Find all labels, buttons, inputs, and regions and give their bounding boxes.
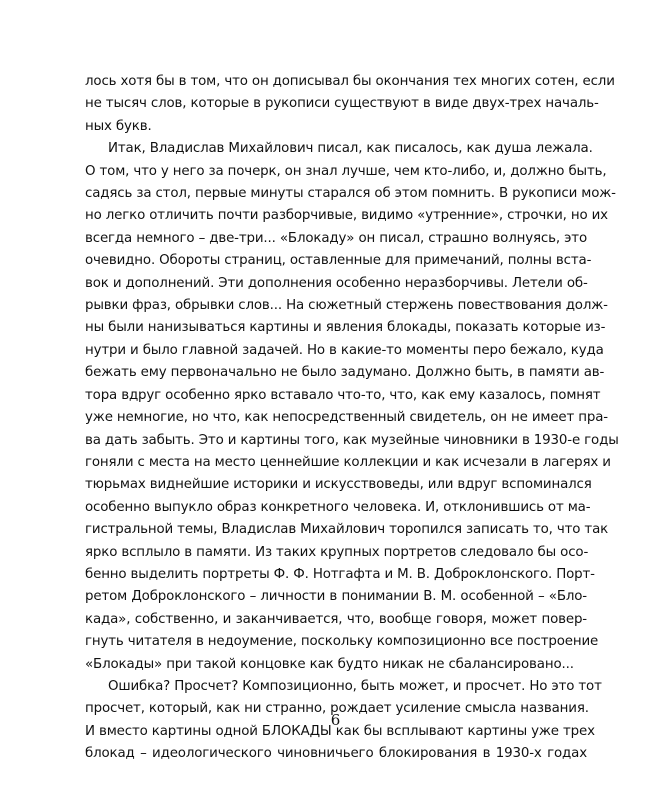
paragraph	[85, 138, 619, 676]
text-line: гистральной темы, Владислав Михайлович торопился записать то, что так	[85, 522, 609, 538]
text-line: всегда немного – две-три... «Блокаду» он писал, страшно волнуясь, это	[85, 230, 587, 246]
text-line: «Блокады» при такой концовке как будто никак не сбалансировано...	[85, 656, 574, 672]
text-line: но легко отличить почти разборчивые, видимо «утренние», строчки, но их	[85, 208, 608, 224]
text-line: ных букв.	[85, 118, 152, 134]
text-line: нутри и было главной задачей. Но в какие-то моменты перо бежало, куда	[85, 342, 604, 358]
text-line: О том, что у него за почерк, он знал лучше, чем кто-либо, и, должно быть,	[85, 163, 607, 179]
text-line: вок и дополнений. Эти дополнения особенно неразборчивы. Летели об-	[85, 275, 588, 291]
text-line: садясь за стол, первые минуты старался об этом помнить. В рукописи мож-	[85, 186, 616, 202]
text-line: особенно выпукло образ конкретного человека. И, отклонившись от ма-	[85, 499, 591, 515]
text-line: гнуть читателя в недоумение, поскольку композиционно все построение	[85, 634, 599, 650]
text-line: лось хотя бы в том, что он дописывал бы окончания тех многих сотен, если	[85, 74, 615, 89]
text-line: Итак, Владислав Михайлович писал, как писалось, как душа лежала.	[108, 141, 593, 157]
paragraph	[85, 71, 615, 138]
text-line: када», собственно, и заканчивается, что, вообще говоря, может повер-	[85, 611, 587, 627]
text-line: блокад – идеологического чиновничьего блокирования в 1930-х годах	[85, 746, 587, 762]
text-line: ярко всплыло в памяти. Из таких крупных портретов следовало бы осо-	[85, 544, 589, 560]
text-line: не тысяч слов, которые в рукописи существуют в виде двух-трех началь-	[85, 96, 599, 112]
text-line: ва дать забыть. Это и картины того, как музейные чиновники в 1930-е годы	[85, 432, 619, 448]
page-number: 6	[330, 711, 341, 729]
text-line: рывки фраз, обрывки слов... На сюжетный стержень повествования долж-	[85, 298, 608, 314]
text-line: Ошибка? Просчет? Композиционно, быть может, и просчет. Но это тот	[108, 678, 602, 694]
text-line: И вместо картины одной БЛОКАДЫ как бы всплывают картины уже трех	[85, 723, 595, 739]
page-body	[85, 71, 619, 766]
text-line: очевидно. Обороты страниц, оставленные для примечаний, полны вста-	[85, 253, 592, 269]
text-line: просчет, который, как ни странно, рождает усиление смысла названия.	[85, 701, 589, 717]
text-line: тюрьмах виднейшие историки и искусствоведы, или вдруг вспоминался	[85, 477, 592, 493]
text-line: ны были нанизываться картины и явления блокады, показать которые из-	[85, 320, 606, 336]
text-line: уже немногие, но что, как непосредственный свидетель, он не имеет пра-	[85, 410, 608, 426]
text-line: бенно выделить портреты Ф. Ф. Нотгафта и М. В. Доброклонского. Порт-	[85, 566, 595, 582]
text-line: гоняли с места на место ценнейшие коллекции и как исчезали в лагерях и	[85, 454, 611, 470]
text-line: бежать ему первоначально не было задумано. Должно быть, в памяти ав-	[85, 365, 605, 381]
text-line: ретом Доброклонского – личности в понимании В. М. особенной – «Бло-	[85, 589, 587, 605]
text-line: тора вдруг особенно ярко вставало что-то, что, как ему казалось, помнят	[85, 387, 601, 403]
